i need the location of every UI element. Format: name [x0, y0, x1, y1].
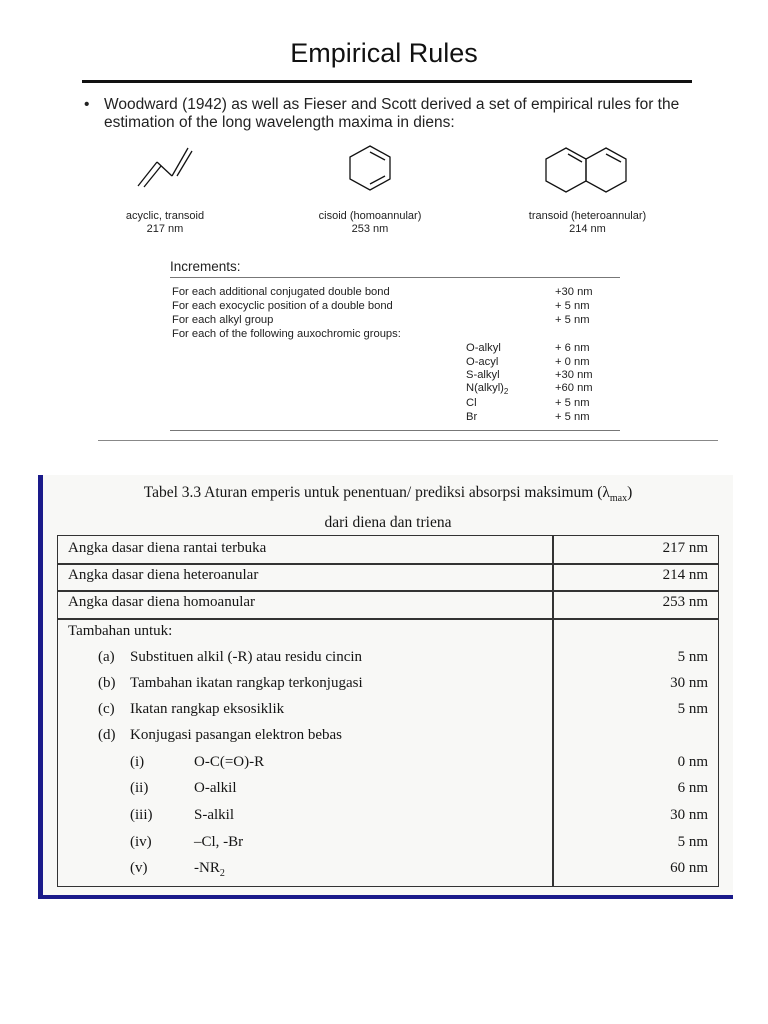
increments-top-rule [170, 277, 620, 278]
addition-value: 30 nm [670, 675, 708, 691]
sub-item-key: (iii) [130, 807, 153, 823]
rules-table [57, 535, 719, 887]
table-row-value: 214 nm [662, 567, 708, 583]
structure-label-acyclic: acyclic, transoid [125, 210, 205, 222]
table-row-divider [58, 590, 718, 592]
increment-label: For each exocyclic position of a double bond [172, 300, 393, 312]
increment-label: For each additional conjugated double bond [172, 286, 390, 298]
table-row-label: Angka dasar diena rantai terbuka [68, 540, 267, 556]
table-row-value: 217 nm [662, 540, 708, 556]
sub-item-value: 30 nm [670, 807, 708, 823]
group-label: $N(alkyl)_2$ [466, 382, 509, 397]
section-separator [98, 440, 718, 441]
table-row-value: 253 nm [662, 594, 708, 610]
table-caption [43, 481, 733, 535]
increment-value: +30 nm [555, 286, 593, 298]
bullet-marker: • [84, 96, 90, 113]
addition-label: Ikatan rangkap eksosiklik [130, 701, 285, 717]
sub-item-key: (v) [130, 860, 148, 876]
structure-value-transoid: 214 nm [569, 223, 606, 235]
increments-bottom-rule [170, 430, 620, 431]
addition-key: (d) [98, 727, 116, 743]
group-label: Cl [466, 397, 477, 409]
bicyclic-diene-structure [540, 140, 640, 200]
table-column-divider [552, 536, 554, 886]
butadiene-structure [130, 142, 200, 192]
addition-label: Substituen alkil (-R) atau residu cincin [130, 649, 363, 665]
sub-item-key: (ii) [130, 780, 149, 796]
sub-item-key: (iv) [130, 834, 152, 850]
increment-label: For each alkyl group [172, 314, 274, 326]
bullet-text: Woodward (1942) as well as Fieser and Scott derived a set of empirical rules for the estimation of the long wavelength maxima in diens: [104, 96, 680, 131]
addition-value: 5 nm [677, 649, 708, 665]
addition-key: (a) [98, 649, 115, 665]
table-caption-line1: Tabel 3.3 Aturan emperis untuk penentuan/ prediksi absorpsi maksimum $(\lambda_{max})$ [143, 484, 633, 505]
increments-title: Increments: [170, 259, 241, 274]
increment-label: For each of the following auxochromic groups: [172, 328, 401, 340]
sub-item-label: O-C(=O)-R [194, 754, 265, 770]
table-row-label: Angka dasar diena homoanular [68, 594, 256, 610]
scanned-table-image [38, 475, 733, 899]
sub-item-value: 6 nm [677, 780, 708, 796]
increment-value: + 5 nm [555, 300, 590, 312]
group-label: O-acyl [466, 356, 499, 368]
group-label: Br [466, 411, 478, 423]
group-value: + 5 nm [555, 397, 590, 409]
structure-value-acyclic: 217 nm [146, 223, 184, 235]
sub-item-key: (i) [130, 754, 145, 770]
table-row-label: Angka dasar diena heteroanular [68, 567, 259, 583]
slide-title: Empirical Rules [290, 38, 478, 68]
additions-header: Tambahan untuk: [68, 623, 173, 639]
cyclohexadiene-structure [340, 140, 400, 200]
increment-value: + 5 nm [555, 314, 590, 326]
sub-item-label: S-alkil [194, 807, 234, 823]
structure-value-cisoid: 253 nm [351, 223, 389, 235]
addition-value: 5 nm [677, 701, 708, 717]
title-underline [82, 80, 692, 83]
sub-item-label: $-NR_2$ [194, 860, 225, 879]
table-caption-line2: dari diena dan triena [324, 514, 452, 532]
sub-item-value: 5 nm [677, 834, 708, 850]
sub-item-label: –Cl, -Br [194, 834, 244, 850]
group-value: + 6 nm [555, 342, 590, 354]
group-label: S-alkyl [466, 369, 500, 381]
structure-label-transoid: transoid (heteroannular) [528, 210, 647, 222]
sub-item-label: O-alkil [194, 780, 237, 796]
addition-label: Tambahan ikatan rangkap terkonjugasi [130, 675, 363, 691]
sub-item-value: 60 nm [670, 860, 708, 876]
sub-item-value: 0 nm [677, 754, 708, 770]
group-label: O-alkyl [466, 342, 501, 354]
structure-label-cisoid: cisoid (homoannular) [318, 210, 422, 222]
addition-label: Konjugasi pasangan elektron bebas [130, 727, 343, 743]
table-row-divider [58, 563, 718, 565]
group-value: + 0 nm [555, 356, 590, 368]
group-value: +60 nm [555, 382, 593, 394]
addition-key: (c) [98, 701, 115, 717]
group-value: + 5 nm [555, 411, 590, 423]
addition-key: (b) [98, 675, 116, 691]
group-value: +30 nm [555, 369, 593, 381]
table-row-divider [58, 618, 718, 620]
